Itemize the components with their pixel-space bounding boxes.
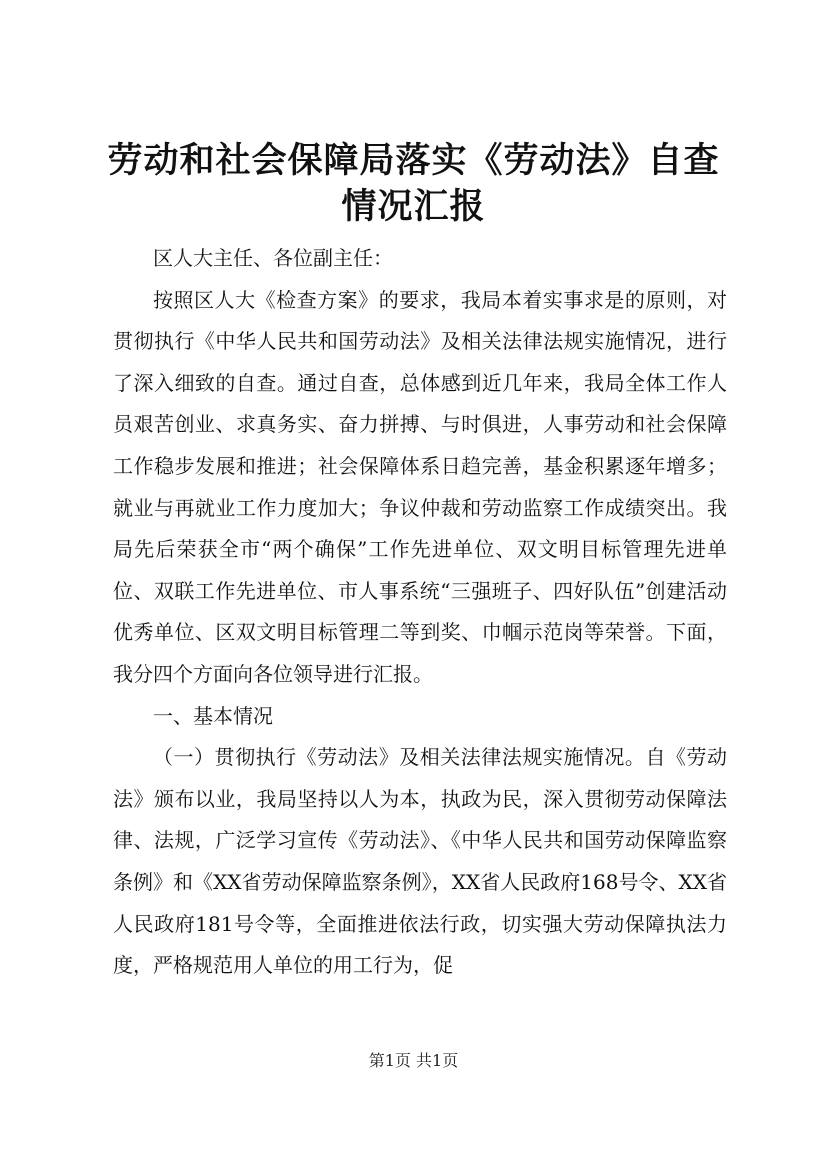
paragraph-subsection-1: （一）贯彻执行《劳动法》及相关法律法规实施情况。自《劳动法》颁布以业，我局坚持以人为本，执政为民，深入贯彻劳动保障法律、法规，广泛学习宣传《劳动法》、《中华人民共和国劳动保障监察条例》和《XX省劳动保障监察条例》，XX省人民政府168号令、XX省人民政府181号令等，全面推进依法行政，切实强大劳动保障执法力度，严格规范用人单位的用工行为，促 <box>113 745 727 978</box>
section-heading-basic: 一、基本情况 <box>153 703 273 728</box>
paragraph-intro: 按照区人大《检查方案》的要求，我局本着实事求是的原则，对贯彻执行《中华人民共和国劳动法》及相关法律法规实施情况，进行了深入细致的自查。通过自查，总体感到近几年来，我局全体工作人员艰苦创业、求真务实、奋力拼搏、与时俱进，人事劳动和社会保障工作稳步发展和推进；社会保障体系日趋完善，基金积累逐年增多；就业与再就业工作力度加大；争议仲裁和劳动监察工作成绩突出。我局先后荣获全市“两个确保”工作先进单位、双文明目标管理先进单位、双联工作先进单位、市人事系统“三强班子、四好队伍”创建活动优秀单位、区双文明目标管理二等到奖、巾帼示范岗等荣誉。下面，我分四个方面向各位领导进行汇报。 <box>113 287 727 686</box>
page-footer: 第1页 共1页 <box>368 1051 459 1070</box>
document-body <box>113 238 727 987</box>
salutation: 区人大主任、各位副主任： <box>153 246 393 270</box>
document-title: 劳动和社会保障局落实《劳动法》自查情况汇报 <box>107 140 720 227</box>
